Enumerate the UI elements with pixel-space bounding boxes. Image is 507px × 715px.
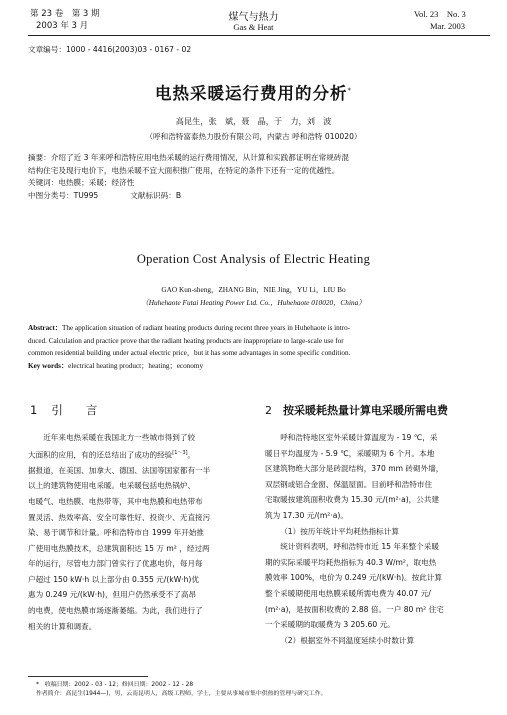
- clc-code: TU995: [73, 190, 99, 200]
- body-line: 广使用电热膜技术，总建筑面积达 15 万 m² ，经过两: [28, 543, 210, 553]
- subsection-heading: （1）按历年统计平均耗热指标计算: [280, 526, 399, 536]
- body-line: 年的运行，尽管电力部门曾实行了优惠电价，每月每: [28, 559, 203, 569]
- body-line: 双层钢或铝合金窗、保温屋面。目前呼和浩特市住: [265, 479, 433, 489]
- citation-ref: [1～3]: [172, 449, 188, 456]
- footnote: [36, 681, 496, 698]
- body-line: 一个采暖期的取暖费为 3 205.60 元。: [265, 620, 395, 630]
- footnote-author-bio: 作者简介：高昆生(1944—)，男，云南昆明人，高级工程师，学士，主要从事城市集中供热的管理与研究工作。: [36, 690, 327, 697]
- abstract-cn-line: 结构住宅及现行电价下，电热采暖不宜大面积推广使用，在特定的条件下还有一定的优越性。: [28, 165, 340, 175]
- abstract-cn: [28, 152, 490, 202]
- body-line: 据报道，在美国、加拿大、德国、法国等国家都有一半: [28, 465, 211, 475]
- body-line: 以上的建筑物使用电采暖。电采暖包括电热锅炉、: [28, 481, 196, 491]
- section-1-number: 1: [30, 403, 38, 417]
- body-line: 暖日平均温度为 - 5.9 ℃，采暖期为 6 个月。本地: [265, 448, 435, 458]
- abstract-en-line: common residential building under actual electric price，but it has some advantages in some specific condition.: [28, 349, 351, 358]
- section-2-body: [265, 430, 491, 648]
- journal-name-en: Gas & Heat: [233, 22, 274, 32]
- abstract-en-line: The application situation of radiant heating products during recent three years in Huhehaote is intro-: [61, 324, 351, 332]
- body-line: 相关的计算和调查。: [28, 621, 97, 631]
- publish-date-en: Mar. 2003: [430, 21, 465, 31]
- doc-code: B: [175, 190, 182, 200]
- affiliation-en: （Huhehaote Futai Heating Power Ltd. Co.，Huhehaote 010020，China）: [141, 298, 366, 307]
- keywords-cn-label: 关键词：: [28, 178, 59, 188]
- keywords-cn: 电热膜；采暖；经济性: [58, 178, 135, 188]
- abstract-en-line: duced. Calculation and practice prove that the radiant heating products are inappropriate to large-scale use for: [28, 336, 344, 345]
- keywords-en: electrical heating product；heating；economy: [68, 361, 204, 370]
- body-line: 惠为 0.249 元/(kW·h)，但用户仍然承受不了高昂: [28, 590, 197, 600]
- section-1-title: 引 言: [51, 403, 98, 417]
- body-line: 膜效率 100%，电价为 0.249 元/(kW·h)。按此计算: [265, 573, 443, 583]
- journal-name-cn: 煤气与热力: [228, 12, 279, 23]
- footnote-received: * 收稿日期：2002 - 03 - 12；修回日期：2002 - 12 - 28: [36, 682, 194, 688]
- body-line: 呼和浩特地区室外采暖计算温度为 - 19 ℃，采: [280, 433, 438, 442]
- footnote-rule: [28, 676, 148, 677]
- volume-issue: 第 23 卷 第 3 期: [30, 9, 100, 19]
- abstract-en-label: Abstract：: [28, 324, 62, 332]
- abstract-cn-line: 介绍了近 3 年来呼和浩特应用电热采暖的运行费用情况，从计算和实践都证明在常规砖混: [50, 153, 349, 162]
- body-line: 染、易于调节和计量。呼和浩特市自 1999 年开始推: [28, 528, 205, 538]
- body-line: 期的实际采暖平均耗热指标为 40.3 W/m²，取电热: [265, 557, 437, 567]
- authors-cn: 高昆生，张 斌，聂 晶，于 力，刘 波: [175, 116, 332, 126]
- page-title: [0, 80, 507, 104]
- section-2-number: 2: [265, 404, 272, 417]
- body-line: 户超过 150 kW·h 以上部分由 0.355 元/(kW·h)优: [28, 574, 199, 584]
- header-rule: [28, 35, 490, 36]
- abstract-en: [28, 322, 490, 372]
- title-text: 电热采暖运行费用的分析: [155, 84, 348, 103]
- abstract-cn-label: 摘要：: [28, 153, 51, 162]
- affiliation-cn: （呼和浩特富泰热力股份有限公司，内蒙古 呼和浩特 010020）: [145, 132, 362, 141]
- title-en: Operation Cost Analysis of Electric Heating: [136, 252, 371, 266]
- body-line: 近年来电热采暖在我国北方一些城市得到了较: [43, 433, 196, 442]
- clc-label: 中图分类号：: [28, 190, 74, 200]
- subsection-heading: （2）根据室外不同温度延续小时数计算: [280, 635, 415, 645]
- body-line: 电暖气、电热膜、电热带等，其中电热膜和电热带布: [28, 496, 203, 506]
- title-footnote-mark: *: [347, 86, 352, 95]
- section-2-heading: [265, 402, 448, 418]
- body-line: 区建筑物绝大部分是砖混结构，370 mm 砖砌外墙，: [265, 464, 444, 474]
- body-line: 置灵活、热效率高、安全可靠性好、投资少、无直接污: [28, 512, 211, 522]
- article-number: 文章编号：1000 - 4416(2003)03 - 0167 - 02: [28, 45, 192, 54]
- body-line: 统计资料表明，呼和浩特市近 15 年来整个采暖: [280, 542, 439, 552]
- section-1-body: 近年来电热采暖在我国北方一些城市得到了较 大面积的应用，有的还总结出了成功的经验[1～3]。 据报道，在美国、加拿大、德国、法国等国家都有一半 以上的建筑物使用电采暖。电采暖包括电热锅炉、 电暖气、电热膜、电热带等，其中电热膜和电热带布 置灵活、热效率高、安全可靠性好、投资少、无直接污 染、易于调节和计量。呼和浩特市自 1999 年开始推 广使用电热膜技术，总建筑面积达 15 万 m² ，经过两 年的运行，尽管电力部门曾实行了优惠电价，每月每 户超过 150 kW·h 以上部分由 0.355 元/(kW·h)优 惠为 0.249 元/(kW·h)，但用户仍然承受不了高昂 的电费，使电热膜市场逐渐萎缩。为此，我们进行了 相关的计算和调查。: [28, 430, 252, 634]
- section-2-title: 按采暖耗热量计算电采暖所需电费: [283, 404, 448, 417]
- keywords-en-label: Key words：: [28, 361, 69, 370]
- body-line: 筑为 17.30 元/(m²·a)。: [265, 510, 348, 520]
- section-1-heading: [30, 402, 97, 418]
- doc-code-label: 文献标识码：: [130, 190, 176, 200]
- body-line: 大面积的应用，有的还总结出了成功的经验: [28, 450, 173, 460]
- body-line: 宅取暖按建筑面积收费为 15.30 元/(m²·a)，公共建: [265, 495, 440, 505]
- body-line: 的电费，使电热膜市场逐渐萎缩。为此，我们进行了: [28, 606, 203, 616]
- authors-en: GAO Kun-sheng，ZHANG Bin，NIE Jing，YU Li，LIU Bo: [161, 285, 346, 294]
- body-line: (m²·a)，是按面积收费的 2.88 倍。一户 80 m² 住宅: [265, 604, 444, 614]
- publish-date-cn: 2003 年 3 月: [36, 21, 89, 31]
- volume-issue-en: Vol. 23 No. 3: [414, 9, 466, 19]
- body-line: 整个采暖期使用电热膜采暖所需电费为 40.07 元/: [265, 588, 431, 598]
